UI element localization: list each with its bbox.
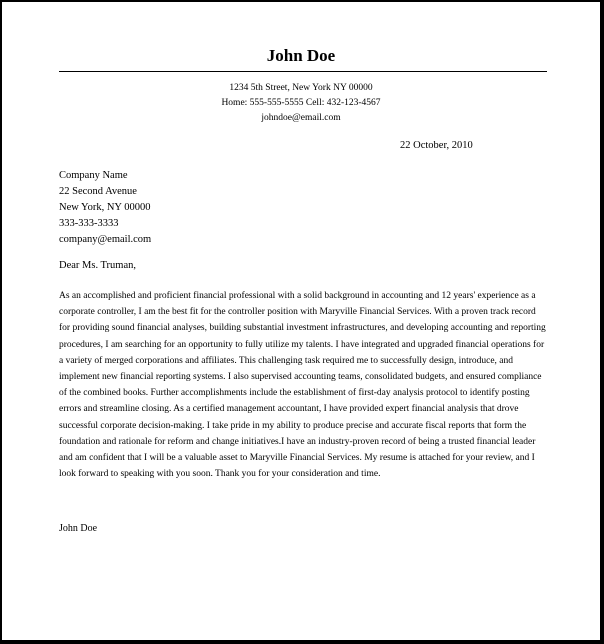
recipient-phone: 333-333-3333: [59, 218, 119, 229]
recipient-city: New York, NY 00000: [59, 202, 151, 213]
signature: John Doe: [59, 523, 98, 534]
sender-address: 1234 5th Street, New York NY 00000: [229, 83, 373, 93]
sender-name: John Doe: [266, 46, 336, 65]
letter-body: As an accomplished and proficient financial professional with a solid background in accounting and 12 years' experience as a corporate controller, I am the best fit for the controller position with Maryville Financial Services. With a proven track record for providing sound financial analyses, building substantial investment infrastructures, and developing accounting and reporting procedures, I am searching for an opportunity to fully utilize my talents. I have integrated and upgraded financial operations for a variety of merged corporations and affiliates. This challenging task required me to successfully design, introduce, and implement new financial reporting systems. I also supervised accounting teams, consolidated budgets, and ensured compliance of the combined books. Further accomplishments include the establishment of first-day analysis protocol to identify posting errors and streamline closing. As a certified management accountant, I have provided expert financial analysis that drove successful corporate decision-making. I take pride in my ability to produce precise and accurate fiscal reports that form the foundation and rationale for reform and change initiatives.I have an industry-proven record of being a trusted financial leader and am confident that I will be a valuable asset to Maryville Financial Services. My resume is attached for your review, and I look forward to speaking with you soon. Thank you for your consideration and time.: [59, 291, 546, 480]
recipient-block: [59, 168, 151, 248]
recipient-company: Company Name: [59, 170, 128, 181]
recipient-street: 22 Second Avenue: [59, 186, 137, 197]
header-divider: [59, 71, 547, 72]
salutation: Dear Ms. Truman,: [59, 260, 137, 271]
sender-email: johndoe@email.com: [261, 113, 341, 123]
recipient-email: company@email.com: [59, 234, 152, 245]
sender-phones: Home: 555-555-5555 Cell: 432-123-4567: [221, 98, 381, 108]
letter-date: 22 October, 2010: [400, 140, 473, 151]
